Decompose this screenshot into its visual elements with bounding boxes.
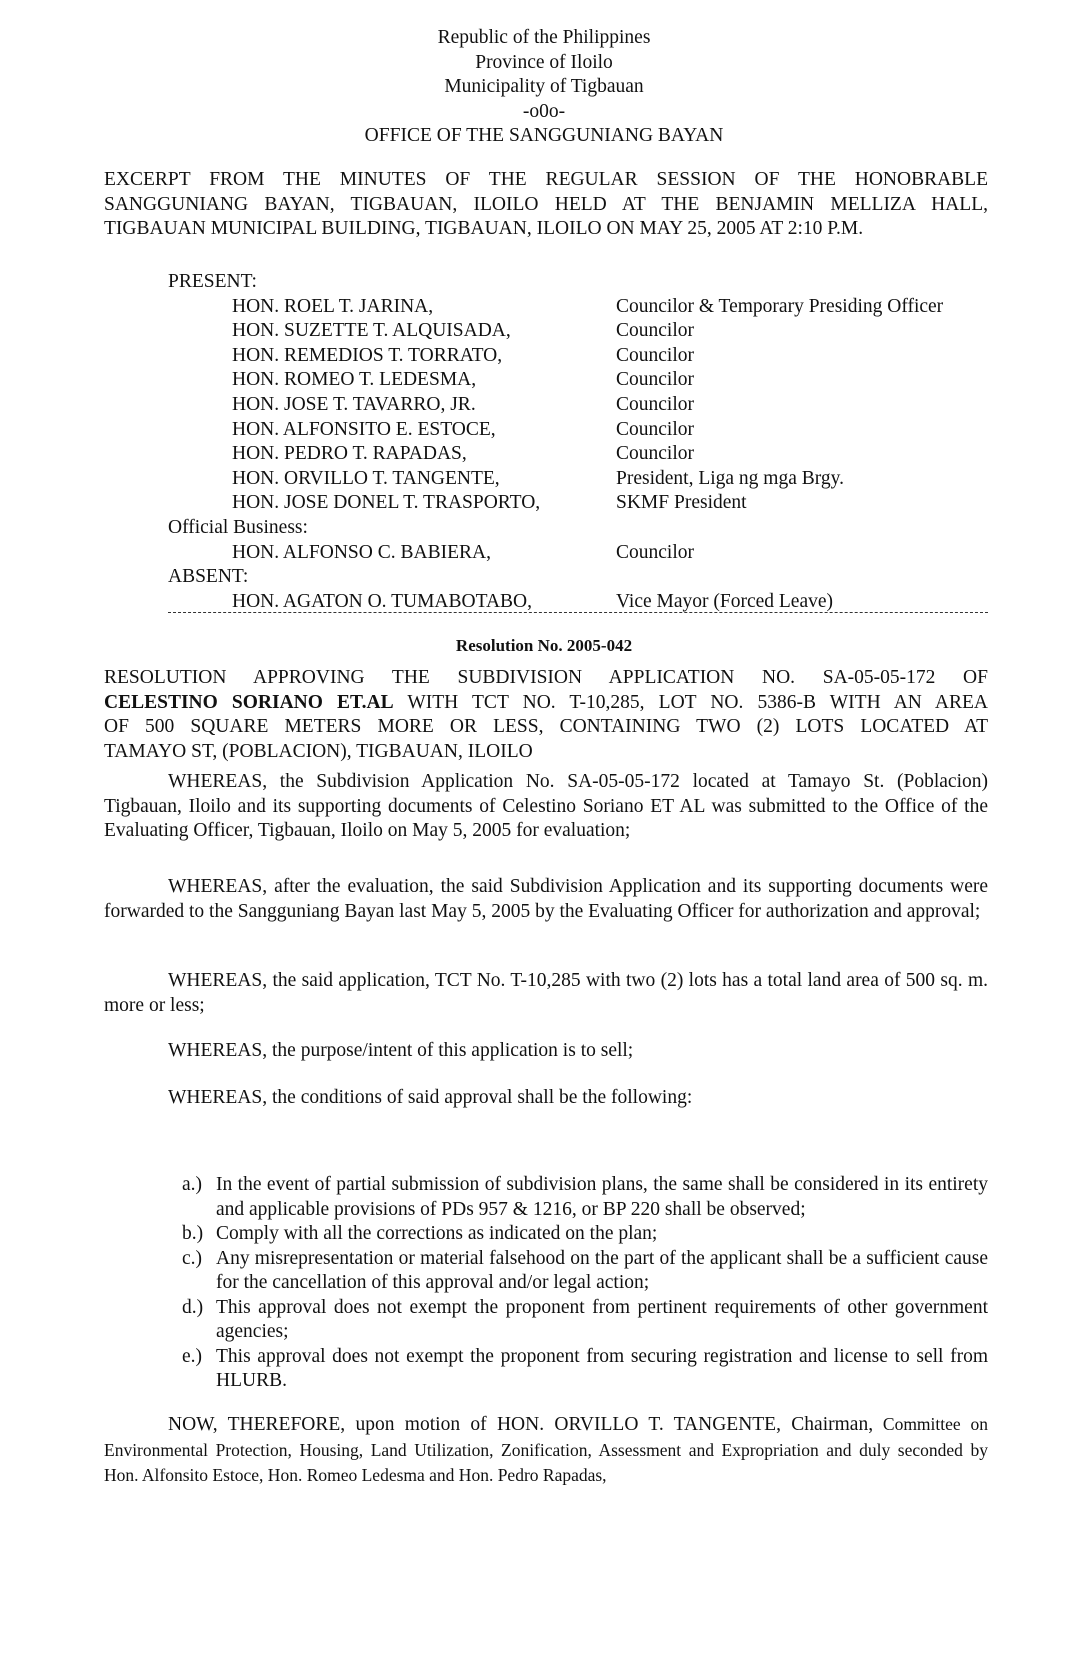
- condition-label: c.): [182, 1247, 203, 1269]
- present-label: PRESENT:: [168, 271, 257, 292]
- roster-row: [0, 491, 1088, 516]
- title-line: [104, 691, 988, 716]
- now-therefore-main: NOW, THEREFORE, upon motion of HON. ORVILLO T. TANGENTE, Chairman,: [168, 1414, 874, 1435]
- now-therefore-committee: Committee on Environmental Protection, Housing, Land Utilization, Zonification, Assessment and Expropriation and duly seconded by Hon. Alfonsito Estoce, Hon. Romeo Ledesma and Hon. Pedro Rapadas,: [104, 1414, 988, 1485]
- letterhead: [0, 26, 1088, 149]
- member-name: HON. ROEL T. JARINA,: [232, 295, 434, 317]
- member-name: HON. JOSE DONEL T. TRASPORTO,: [232, 492, 541, 514]
- roster-row: [0, 418, 1088, 443]
- applicant-name: CELESTINO SORIANO ET.AL: [104, 691, 394, 713]
- header-office: OFFICE OF THE SANGGUNIANG BAYAN: [364, 125, 724, 146]
- condition-text: This approval does not exempt the proponent from securing registration and license to sell from HLURB.: [216, 1345, 988, 1391]
- absent-label: ABSENT:: [168, 566, 249, 588]
- condition-item: [168, 1222, 988, 1247]
- roster-row: [0, 467, 1088, 492]
- header-province: Province of Iloilo: [475, 51, 613, 73]
- condition-item: [168, 1296, 988, 1345]
- whereas-paragraph: WHEREAS, the conditions of said approval shall be the following:: [168, 1087, 693, 1108]
- attendance-roster: [0, 270, 1088, 614]
- roster-row: [0, 368, 1088, 393]
- member-position: Vice Mayor (Forced Leave): [616, 590, 834, 612]
- roster-row: [0, 393, 1088, 418]
- header-separator: -o0o-: [522, 100, 566, 122]
- member-position: Councilor: [616, 369, 694, 391]
- roster-row: [0, 319, 1088, 344]
- title-line: OF 500 SQUARE METERS MORE OR LESS, CONTAINING TWO (2) LOTS LOCATED AT: [104, 716, 988, 737]
- whereas-paragraph: WHEREAS, the Subdivision Application No. SA-05-05-172 located at Tamayo St. (Poblacion) Tigbauan, Iloilo and its supporting documents of Celestino Soriano ET AL was submitted to the Office of the Evaluating Officer, Tigbauan, Iloilo on May 5, 2005 for evaluation;: [104, 771, 988, 841]
- condition-item: [168, 1173, 988, 1222]
- member-position: Councilor & Temporary Presiding Officer: [616, 295, 944, 317]
- member-name: HON. ALFONSO C. BABIERA,: [232, 541, 491, 563]
- member-name: HON. PEDRO T. RAPADAS,: [232, 443, 467, 465]
- member-position: Councilor: [616, 320, 694, 342]
- member-position: Councilor: [616, 443, 694, 465]
- member-name: HON. REMEDIOS T. TORRATO,: [232, 344, 503, 366]
- condition-text: This approval does not exempt the proponent from pertinent requirements of other government agencies;: [216, 1296, 988, 1342]
- title-line: RESOLUTION APPROVING THE SUBDIVISION APPLICATION NO. SA-05-05-172 OF: [104, 667, 988, 688]
- now-therefore-paragraph: [104, 1412, 988, 1489]
- member-position: Councilor: [616, 344, 694, 366]
- conditions-list: [168, 1173, 988, 1394]
- member-name: HON. ORVILLO T. TANGENTE,: [232, 467, 500, 489]
- dashed-divider: [168, 612, 988, 613]
- excerpt-heading: [104, 168, 988, 242]
- roster-row: [0, 590, 1088, 615]
- condition-label: d.): [182, 1296, 204, 1318]
- resolution-number: Resolution No. 2005-042: [455, 636, 633, 655]
- member-name: HON. ALFONSITO E. ESTOCE,: [232, 418, 496, 440]
- title-line: TAMAYO ST, (POBLACION), TIGBAUAN, ILOILO: [104, 740, 533, 762]
- excerpt-line: SANGGUNIANG BAYAN, TIGBAUAN, ILOILO HELD AT THE BENJAMIN MELLIZA HALL,: [104, 193, 988, 215]
- roster-row: [0, 344, 1088, 369]
- condition-label: e.): [182, 1345, 203, 1367]
- whereas-paragraph: WHEREAS, the said application, TCT No. T-10,285 with two (2) lots has a total land area of 500 sq. m. more or less;: [104, 970, 988, 1016]
- roster-row: [0, 541, 1088, 566]
- whereas-paragraph: WHEREAS, after the evaluation, the said Subdivision Application and its supporting documents were forwarded to the Sangguniang Bayan last May 5, 2005 by the Evaluating Officer for authorization and approval;: [104, 876, 988, 922]
- member-position: Councilor: [616, 541, 694, 563]
- member-name: HON. AGATON O. TUMABOTABO,: [232, 590, 532, 612]
- whereas-paragraph: WHEREAS, the purpose/intent of this application is to sell;: [168, 1040, 634, 1061]
- header-republic: Republic of the Philippines: [437, 27, 651, 48]
- member-name: HON. ROMEO T. LEDESMA,: [232, 369, 477, 391]
- member-position: Councilor: [616, 393, 694, 415]
- member-position: President, Liga ng mga Brgy.: [616, 467, 845, 489]
- roster-row: [0, 442, 1088, 467]
- member-name: HON. JOSE T. TAVARRO, JR.: [232, 393, 476, 415]
- official-business-label: Official Business:: [168, 516, 308, 538]
- member-name: HON. SUZETTE T. ALQUISADA,: [232, 320, 511, 342]
- condition-text: Any misrepresentation or material falsehood on the part of the applicant shall be a sufficient cause for the cancellation of this approval and/or legal action;: [216, 1247, 988, 1293]
- excerpt-line: TIGBAUAN MUNICIPAL BUILDING, TIGBAUAN, ILOILO ON MAY 25, 2005 AT 2:10 P.M.: [104, 218, 864, 239]
- member-position: Councilor: [616, 418, 694, 440]
- excerpt-line: EXCERPT FROM THE MINUTES OF THE REGULAR SESSION OF THE HONOBRABLE: [104, 169, 988, 190]
- title-line-rest: WITH TCT NO. T-10,285, LOT NO. 5386-B WITH AN AREA: [393, 691, 988, 713]
- condition-text: In the event of partial submission of subdivision plans, the same shall be considered in its entirety and applicable provisions of PDs 957 & 1216, or BP 220 shall be observed;: [216, 1174, 988, 1220]
- condition-label: b.): [182, 1223, 204, 1244]
- condition-item: [168, 1247, 988, 1296]
- header-municipality: Municipality of Tigbauan: [444, 76, 644, 97]
- condition-label: a.): [182, 1174, 203, 1195]
- condition-item: [168, 1345, 988, 1394]
- resolution-title: [104, 666, 988, 764]
- member-position: SKMF President: [616, 492, 747, 514]
- condition-text: Comply with all the corrections as indicated on the plan;: [216, 1223, 658, 1244]
- roster-row: [0, 295, 1088, 320]
